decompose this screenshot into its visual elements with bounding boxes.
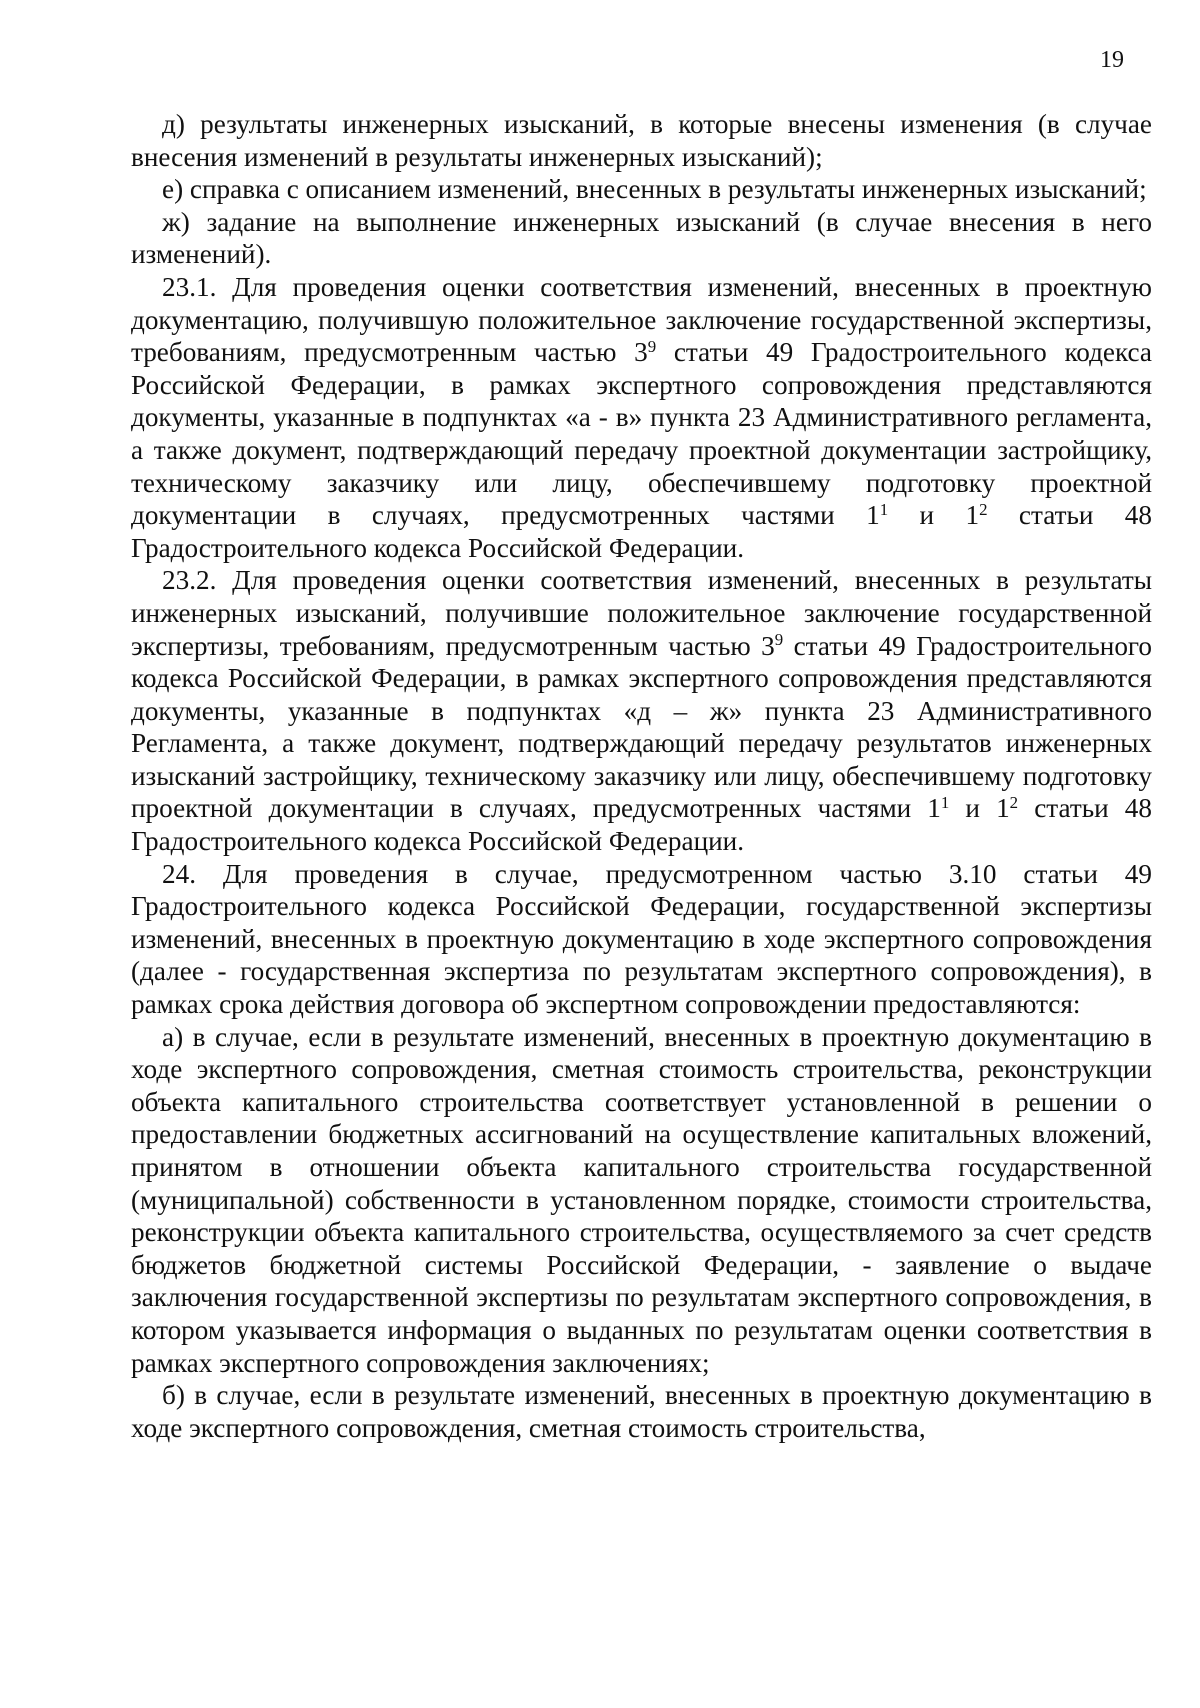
paragraph-d-survey-results: д) результаты инженерных изысканий, в которые внесены изменения (в случае внесения изменений в результаты инженерных изысканий); <box>131 109 1152 172</box>
paragraph-23-1: 23.1. Для проведения оценки соответствия изменений, внесенных в проектную документацию, получившую положительное заключение государственной экспертизы, требованиям, предусмотренным частью $3^9$ статьи 49 Градостроительного кодекса Российской Федерации, в рамках экспертного сопровождения представляются документы, указанные в подпунктах «а - в» пункта 23 Административного регламента, а также документ, подтверждающий передачу проектной документации застройщику, техническому заказчику или лицу, обеспечившему подготовку проектной документации в случаях, предусмотренных частями $1^1$ и $1^2$ статьи 48 Градостроительного кодекса Российской Федерации. <box>131 271 1152 563</box>
paragraph-zh-survey-task: ж) задание на выполнение инженерных изысканий (в случае внесения в него изменений). <box>131 206 1152 270</box>
paragraph-24-b: б) в случае, если в результате изменений, внесенных в проектную документацию в ходе экспертного сопровождения, сметная стоимость строительства, <box>131 1380 1152 1443</box>
paragraph-e-changes-certificate: е) справка с описанием изменений, внесенных в результаты инженерных изысканий; <box>162 174 1147 205</box>
superscript: 1 <box>940 793 950 813</box>
superscript: 2 <box>979 499 988 519</box>
page-number: 19 <box>1100 47 1124 73</box>
document-body <box>131 108 1152 1444</box>
superscript: 1 <box>879 499 889 519</box>
paragraph-24: 24. Для проведения в случае, предусмотренном частью 3.10 статьи 49 Градостроительного кодекса Российской Федерации, государственной экспертизы изменений, внесенных в проектную документацию в ходе экспертного сопровождения (далее - государственная экспертиза по результатам экспертного сопровождения), в рамках срока действия договора об экспертном сопровождении предоставляются: <box>131 858 1152 1020</box>
superscript: 9 <box>647 336 657 356</box>
paragraph-23-2: 23.2. Для проведения оценки соответствия изменений, внесенных в результаты инженерных изысканий, получившие положительное заключение государственной экспертизы, требованиям, предусмотренным частью $3^9$ статьи 49 Градостроительного кодекса Российской Федерации, в рамках экспертного сопровождения представляются документы, указанные в подпунктах «д – ж» пункта 23 Административного Регламента, а также документ, подтверждающий передачу результатов инженерных изысканий застройщику, техническому заказчику или лицу, обеспечившему подготовку проектной документации в случаях, предусмотренных частями $1^1$ и $1^2$ статьи 48 Градостроительного кодекса Российской Федерации. <box>131 565 1152 857</box>
superscript: 2 <box>1009 793 1019 813</box>
superscript: 9 <box>774 630 784 650</box>
paragraph-24-a: а) в случае, если в результате изменений, внесенных в проектную документацию в ходе экспертного сопровождения, сметная стоимость строительства, реконструкции объекта капитального строительства соответствует установленной в решении о предоставлении бюджетных ассигнований на осуществление капитальных вложений, принятом в отношении объекта капитального строительства государственной (муниципальной) собственности в установленном порядке, стоимости строительства, реконструкции объекта капитального строительства, осуществляемого за счет средств бюджетов бюджетной системы Российской Федерации, - заявление о выдаче заключения государственной экспертизы по результатам экспертного сопровождения, в котором указывается информация о выданных по результатам оценки соответствия в рамках экспертного сопровождения заключениях; <box>131 1021 1152 1378</box>
